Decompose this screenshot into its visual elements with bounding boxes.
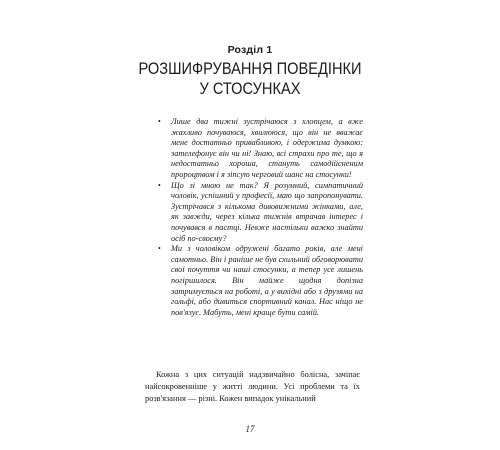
bullet-icon: • <box>158 117 161 126</box>
quote-item <box>158 181 363 245</box>
quote-list <box>158 117 363 318</box>
page-number: 17 <box>245 424 255 434</box>
bullet-icon: • <box>158 180 161 190</box>
quote-item <box>158 117 363 181</box>
quote-text: Лише два тижні зустрічаюся з хлопцем, а вже жахливо почуваюся, хвилююся, що він не вважає мене достатньо привабливою, і одержима думкою: зателефонує він чи ні! Знаю, всі страхи про те, що я недостатньо хороша, стануть самодійсненим пророцтвом і я зіпсую черговий шанс на стосунки! <box>171 117 363 179</box>
body-paragraph: Кожна з цих ситуацій надзвичайно болісна, зачіпає найсокровенніше у житті людини. Усі проблеми та їх розв'язання — різні. Кожен випадок унікальний <box>145 370 360 403</box>
quote-text: Що зі мною не так? Я розумний, симпатичний чоловік, успішний у професії, маю що запропонувати. Зустрічався з кількома дивовижними жінками, але, як завжди, через кілька тижнів втрачав інтерес і почувався в пастці. Невже настільки важко знайти осіб по-своєму? <box>171 180 363 243</box>
chapter-label: Розділ 1 <box>227 44 273 56</box>
quote-item <box>158 244 363 318</box>
chapter-title <box>35 59 465 99</box>
chapter-title-line-1: РОЗШИФРУВАННЯ ПОВЕДІНКИ <box>138 59 362 78</box>
bullet-icon: • <box>158 244 161 254</box>
quote-text: Ми з чоловіком одружені багато років, але мені самотньо. Він і раніше не був схильний обговорювати свої почуття чи наші стосунки, а тепер усе лишень погіршилося. Він майже щодня допізна затримується на роботі, а у вихідні або з друзями на гольфі, або дивиться спортивний канал. Нас ніщо не пов'язує. Мабуть, мені краще бути самій. <box>171 244 363 317</box>
chapter-title-line-2: У СТОСУНКАХ <box>199 79 301 98</box>
